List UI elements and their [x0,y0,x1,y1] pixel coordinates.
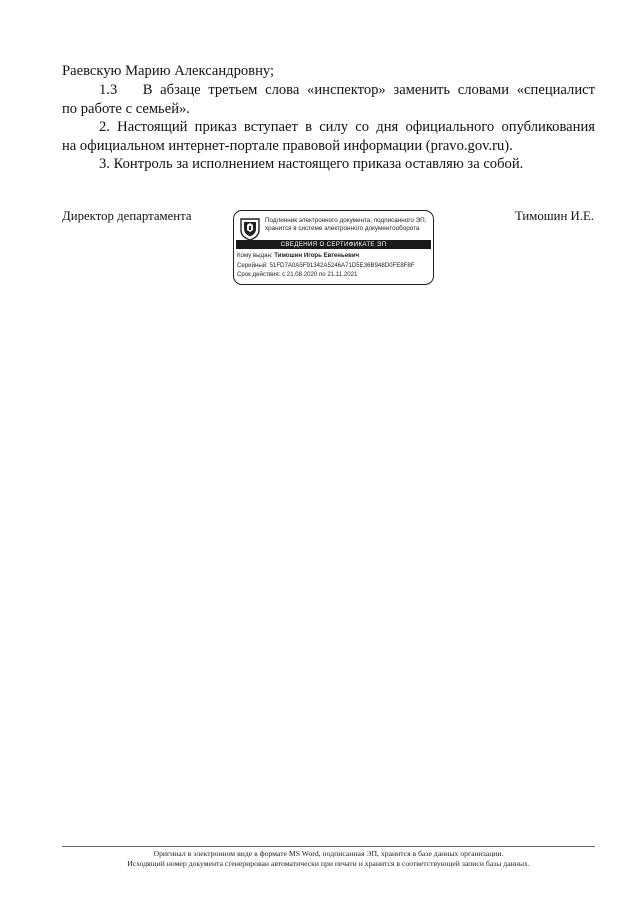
stamp-issued-to [237,252,359,260]
footer-line-2: Исходящий номер документа сгенерирован автоматически при печати и хранится в соответствующей записи базы данных. [127,859,530,868]
body-line-5: на официальном интернет-портале правовой информации (pravo.gov.ru). [62,138,513,154]
issued-to-value: Тимошин Игорь Евгеньевич [274,252,360,259]
signatory-name: Тимошин И.Е. [514,209,594,223]
body-line-3: по работе с семьей». [62,101,190,117]
stamp-header-line-1: Подлинник электронного документа, подписанного ЭП, [265,217,427,224]
stamp-header [265,217,426,233]
electronic-signature-stamp [233,210,434,285]
clause-number: 1.3 [99,82,118,98]
issued-to-label: Кому выдан: [237,252,273,259]
body-line-1: Раевскую Марию Александровну; [62,63,275,79]
stamp-certificate-bar: СВЕДЕНИЯ О СЕРТИФИКАТЕ ЭП [236,240,431,249]
stamp-header-line-2: хранится в системе электронного документооборота [265,225,420,232]
stamp-validity [237,271,357,279]
footer-line-1: Оригинал в электронном виде в формате MS Word, подписанная ЭП, хранится в базе данных организации. [153,849,504,858]
clause-text: В абзаце третьем слова «инспектор» заменить словами «специалист [142,82,595,98]
validity-value: с 21.08.2020 по 21.11.2021 [282,271,358,278]
body-line-2 [62,80,595,100]
body-line-4: 2. Настоящий приказ вступает в силу со дня официального опубликования [99,119,595,135]
serial-label: Серийный: [237,262,268,269]
coat-of-arms-icon [238,216,262,242]
footer-divider [62,846,595,847]
stamp-serial [237,262,415,270]
signatory-position: Директор департамента [62,209,192,223]
serial-value: 51FD7A0A5F91342A5246A71D5E36B948D0FE8F8F [269,262,415,269]
body-line-6: 3. Контроль за исполнением настоящего приказа оставляю за собой. [99,156,524,172]
validity-label: Срок действия: [237,271,281,278]
